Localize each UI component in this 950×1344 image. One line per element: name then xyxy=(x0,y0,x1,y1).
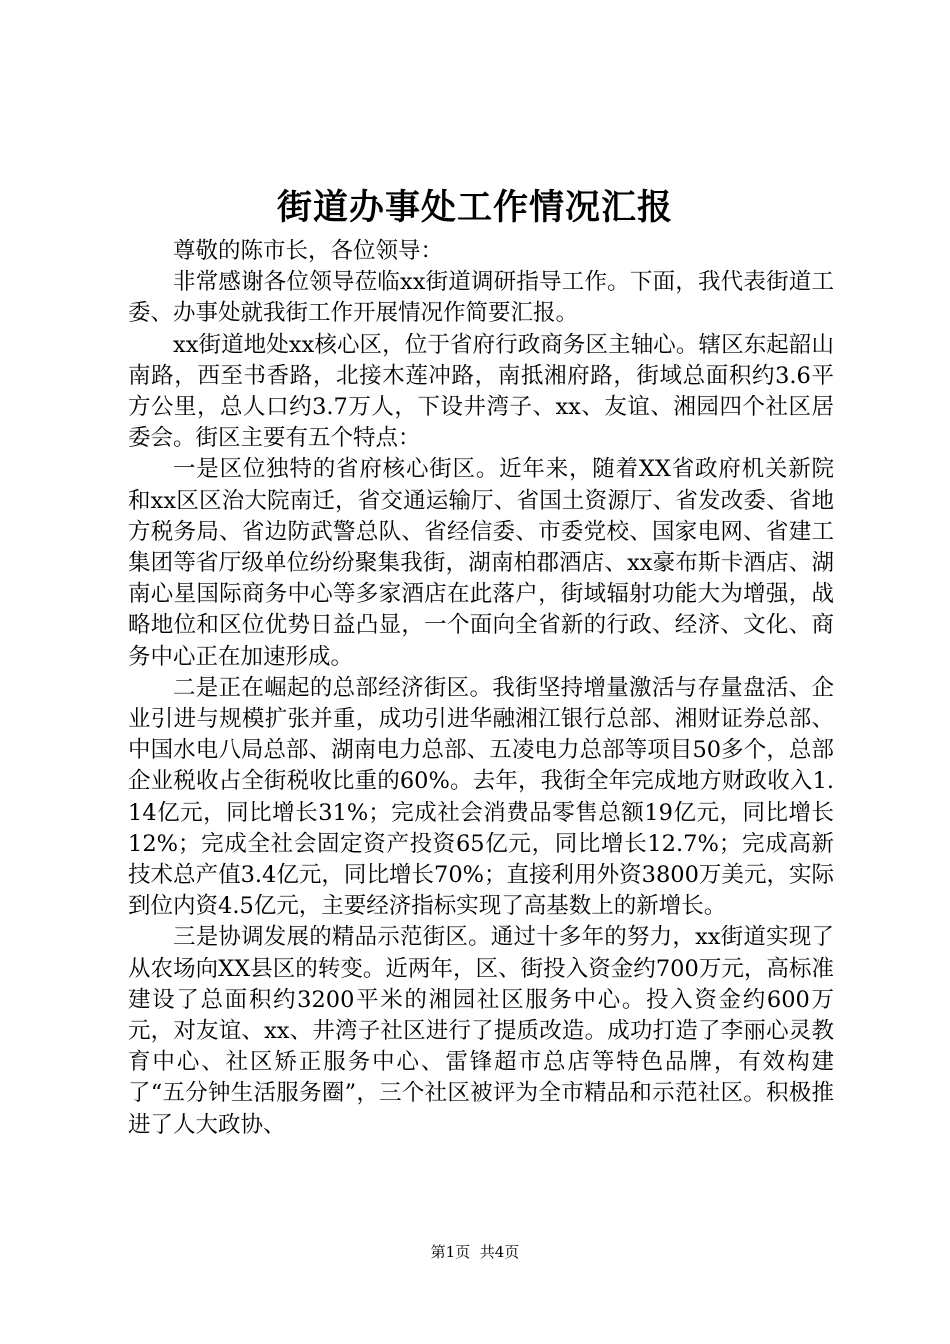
page-number: 第1页 xyxy=(430,1243,471,1261)
paragraph-feature-3: 三是协调发展的精品示范街区。通过十多年的努力，xx街道实现了从农场向XX县区的转变。近两年，区、街投入资金约700万元，高标准建设了总面积约3200平米的湘园社区服务中心。投入资金约600万元，对友谊、xx、井湾子社区进行了提质改造。成功打造了李丽心灵教育中心、社区矫正服务中心、雷锋超市总店等特色品牌，有效构建了“五分钟生活服务圈”，三个社区被评为全市精品和示范社区。积极推进了人大政协、 xyxy=(128,924,834,1138)
page-total: 共4页 xyxy=(479,1243,520,1261)
paragraph-intro: 非常感谢各位领导莅临xx街道调研指导工作。下面，我代表街道工委、办事处就我街工作开展情况作简要汇报。 xyxy=(128,269,834,327)
paragraph-feature-1: 一是区位独特的省府核心街区。近年来，随着XX省政府机关新院和xx区区治大院南迁，省交通运输厅、省国土资源厅、省发改委、省地方税务局、省边防武警总队、省经信委、市委党校、国家电网、省建工集团等省厅级单位纷纷聚集我街，湖南柏郡酒店、xx豪布斯卡酒店、湖南心星国际商务中心等多家酒店在此落户，街域辐射功能大为增强，战略地位和区位优势日益凸显，一个面向全省新的行政、经济、文化、商务中心正在加速形成。 xyxy=(128,456,834,670)
page-footer xyxy=(0,1242,950,1262)
paragraph-overview: xx街道地处xx核心区，位于省府行政商务区主轴心。辖区东起韶山南路，西至书香路，北接木莲冲路，南抵湘府路，街域总面积约3.6平方公里，总人口约3.7万人，下设井湾子、xx、友谊、湘园四个社区居委会。街区主要有五个特点： xyxy=(128,331,834,452)
paragraph-feature-2: 二是正在崛起的总部经济街区。我街坚持增量激活与存量盘活、企业引进与规模扩张并重，成功引进华融湘江银行总部、湘财证券总部、中国水电八局总部、湖南电力总部、五凌电力总部等项目50多个，总部企业税收占全街税收比重的60%。去年，我街全年完成地方财政收入1.14亿元，同比增长31%；完成社会消费品零售总额19亿元，同比增长12%；完成全社会固定资产投资65亿元，同比增长12.7%；完成高新技术总产值3.4亿元，同比增长70%；直接利用外资3800万美元，实际到位内资4.5亿元，主要经济指标实现了高基数上的新增长。 xyxy=(128,674,834,920)
document-title: 街道办事处工作情况汇报 xyxy=(276,187,673,228)
paragraph-salutation: 尊敬的陈市长，各位领导： xyxy=(173,238,444,264)
document-body xyxy=(128,236,834,1141)
